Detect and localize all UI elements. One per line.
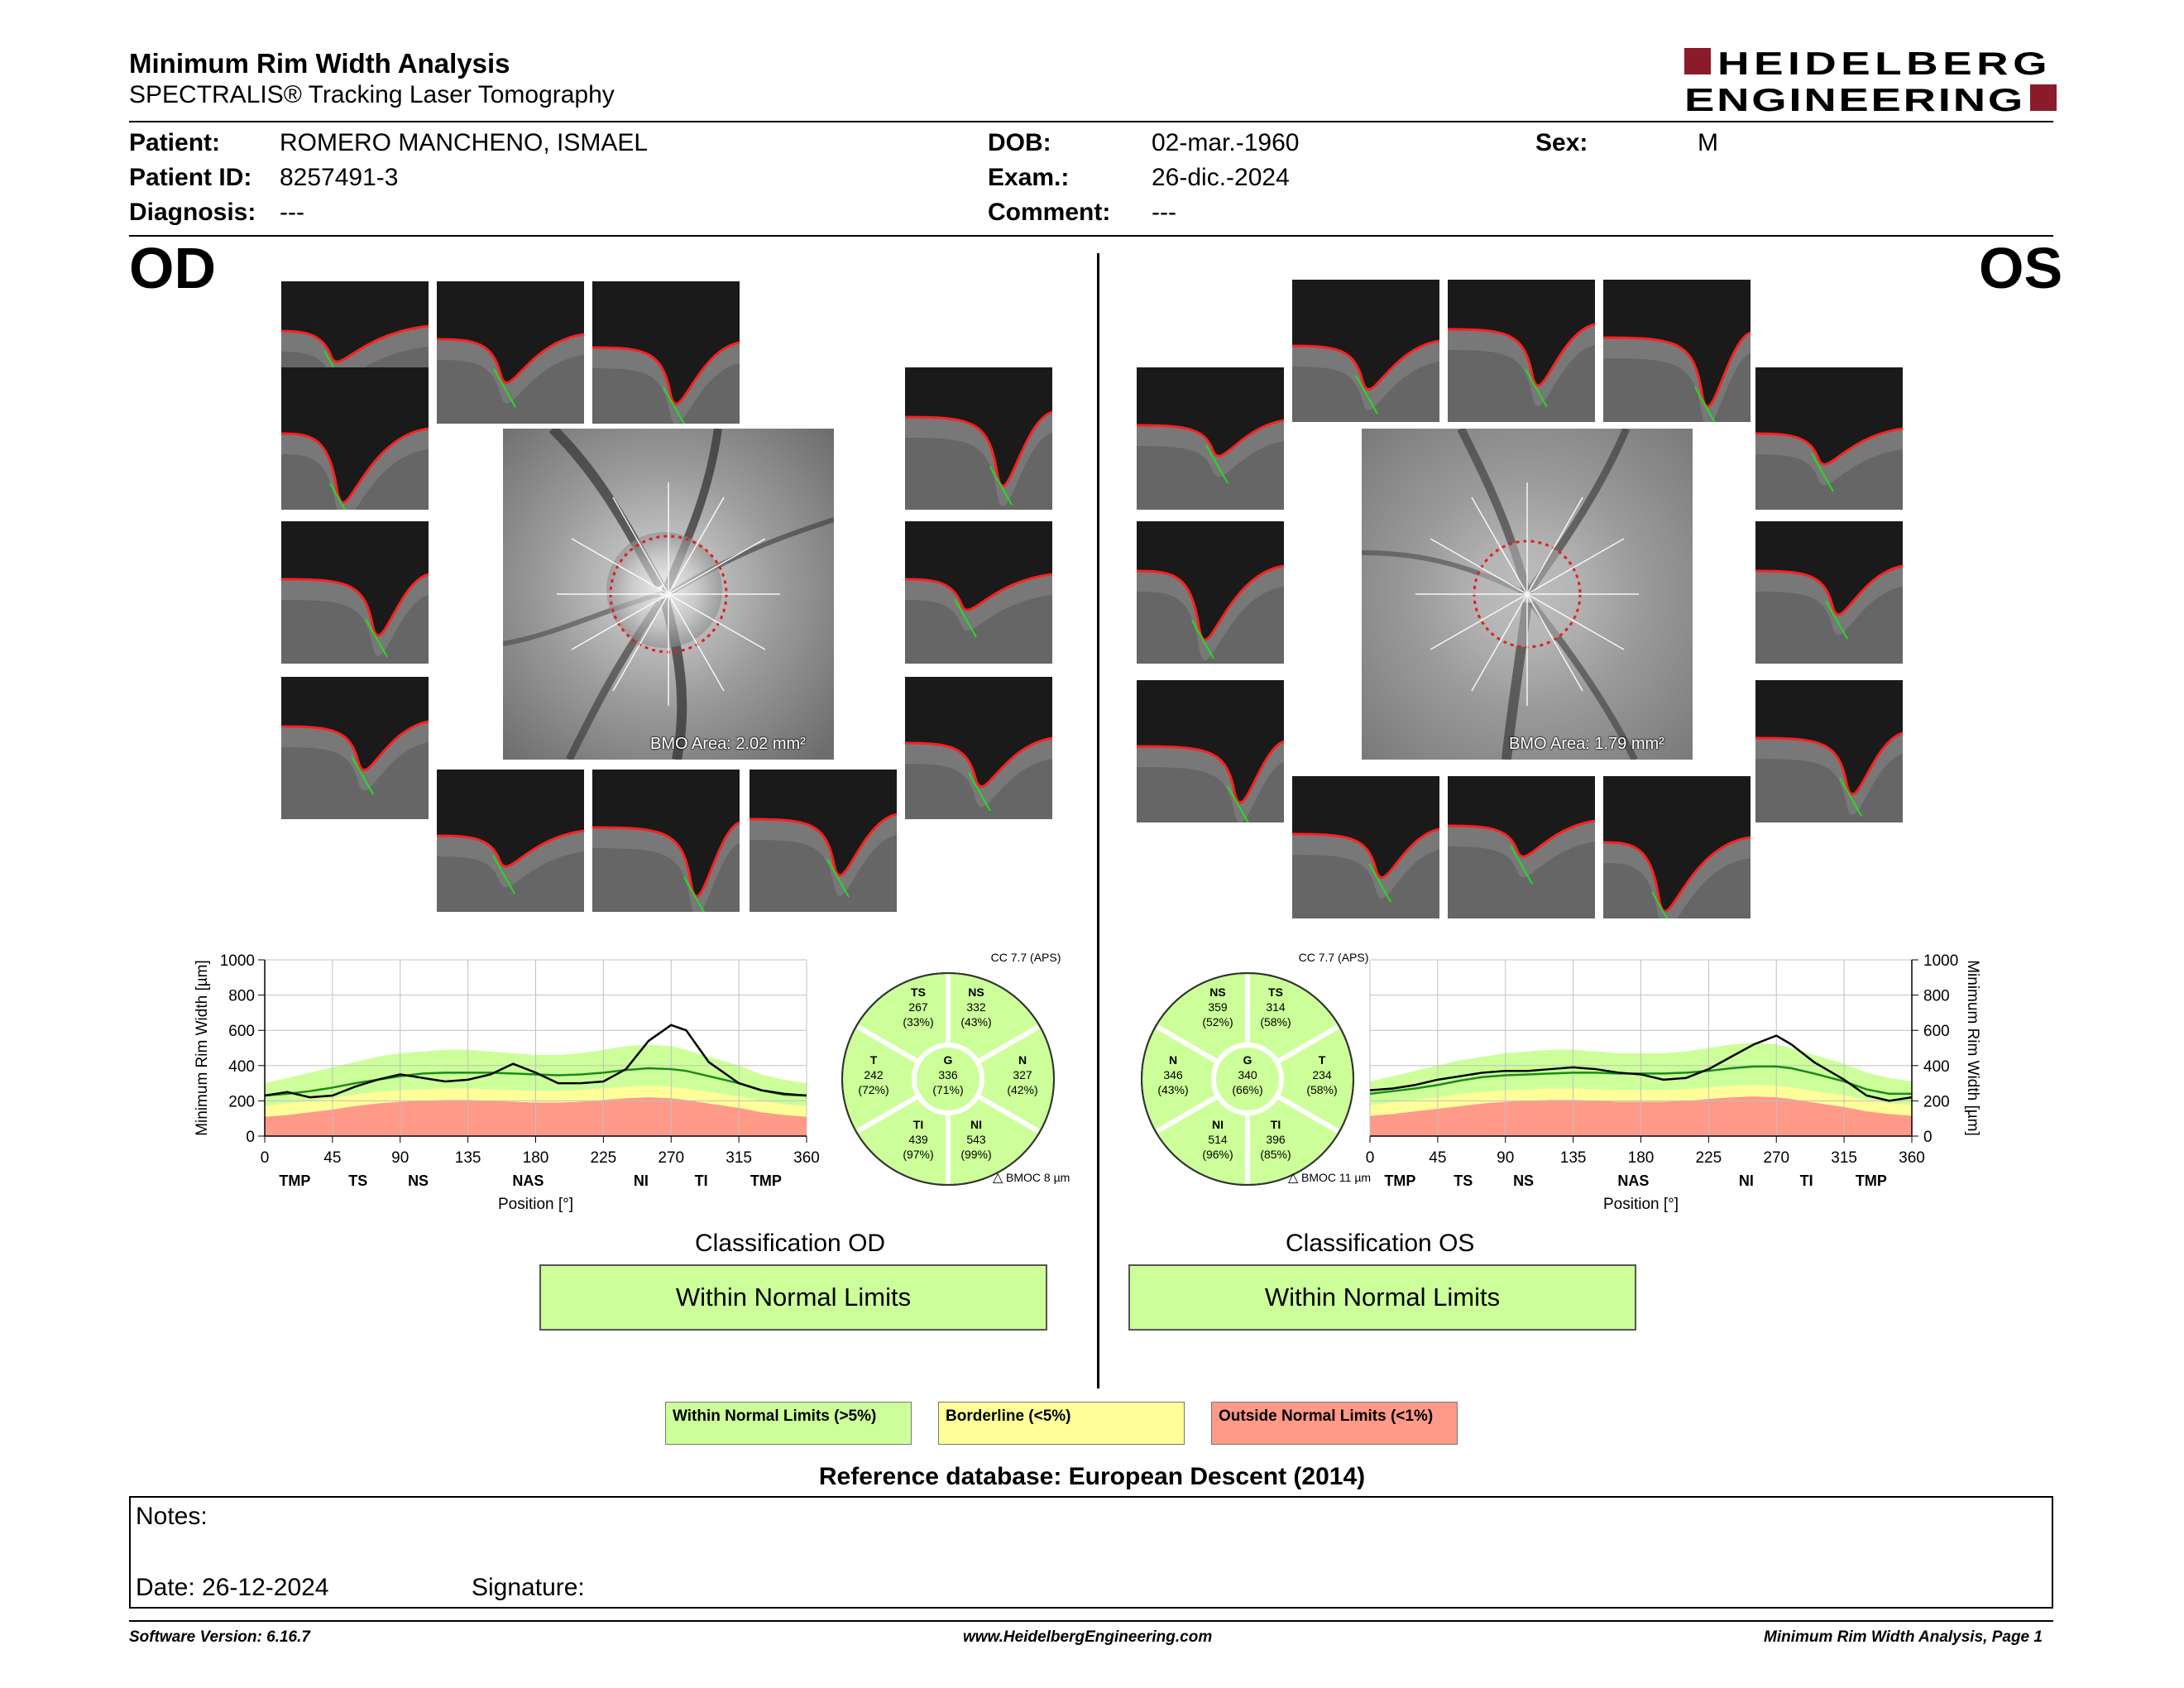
x-tick-label: 45 xyxy=(323,1149,342,1167)
cc-label: CC 7.7 (APS) xyxy=(990,951,1061,964)
heidelberg-logo xyxy=(1684,45,2057,114)
sector-text-ts: TS xyxy=(911,985,926,999)
x-tick-label: 270 xyxy=(1763,1149,1790,1167)
x-axis-title: Position [°] xyxy=(497,1196,574,1213)
oct-bscan-image xyxy=(437,281,584,424)
date-label: Date: 26-12-2024 xyxy=(136,1574,329,1601)
y-axis-title: Minimum Rim Width [µm] xyxy=(1964,960,1981,1136)
oct-bscan-image xyxy=(1448,280,1595,422)
x-tick-label: 135 xyxy=(454,1149,481,1167)
reference-database: Reference database: European Descent (2014) xyxy=(818,1463,1366,1490)
x-tick-label: 0 xyxy=(260,1149,270,1167)
x-tick-label: 180 xyxy=(1627,1149,1655,1167)
sector-axis-label: NI xyxy=(1738,1172,1754,1189)
sector-text-n: N xyxy=(1168,1053,1178,1067)
sector-text-g: G xyxy=(943,1053,953,1067)
bmo-area-os: BMO Area: 1.79 mm² xyxy=(1509,735,1664,753)
x-tick-label: 360 xyxy=(1899,1149,1925,1167)
sector-text-n: 346 xyxy=(1163,1068,1183,1081)
oct-bscan-image xyxy=(1603,280,1751,422)
y-tick-label: 400 xyxy=(228,1057,255,1076)
sector-axis-label: NS xyxy=(1513,1172,1535,1189)
classification-box-od: Within Normal Limits xyxy=(539,1264,1047,1331)
oct-bscan-image xyxy=(1292,776,1439,918)
x-tick-label: 90 xyxy=(1497,1149,1515,1167)
sector-chart-os xyxy=(1135,948,1383,1188)
sector-text-t: 234 xyxy=(1312,1068,1332,1081)
x-tick-label: 270 xyxy=(658,1149,685,1167)
oct-bscan-image xyxy=(1292,280,1439,422)
sector-text-ti: (97%) xyxy=(903,1148,934,1161)
sector-text-t: (72%) xyxy=(858,1083,889,1096)
patient-name: ROMERO MANCHENO, ISMAEL xyxy=(280,129,649,156)
patient-id-label: Patient ID: xyxy=(129,164,252,191)
sex-value: M xyxy=(1698,129,1718,156)
oct-bscan-image xyxy=(1603,776,1751,918)
report-subtitle: SPECTRALIS® Tracking Laser Tomography xyxy=(129,81,615,108)
report-title: Minimum Rim Width Analysis xyxy=(129,48,510,79)
sector-text-ni: (96%) xyxy=(1202,1148,1233,1161)
sector-axis-label: TMP xyxy=(279,1172,311,1189)
oct-bscan-image xyxy=(592,770,740,912)
sector-text-g: 336 xyxy=(938,1068,958,1081)
sector-text-ti: 396 xyxy=(1266,1133,1286,1146)
sector-text-ts: TS xyxy=(1268,985,1283,999)
bmoc-label: BMOC 8 µm xyxy=(1006,1171,1070,1184)
cc-label: CC 7.7 (APS) xyxy=(1298,951,1369,964)
sector-text-ti: TI xyxy=(1270,1118,1281,1131)
sector-axis-label: TMP xyxy=(750,1172,782,1189)
x-tick-label: 225 xyxy=(590,1149,617,1167)
y-tick-label: 200 xyxy=(228,1093,255,1111)
sector-text-n: N xyxy=(1018,1053,1027,1067)
oct-bscan-image xyxy=(281,367,429,510)
sector-text-t: (58%) xyxy=(1306,1083,1338,1096)
classification-title-os: Classification OS xyxy=(1286,1230,1475,1257)
oct-bscan-image xyxy=(1755,367,1903,510)
sector-text-ni: 514 xyxy=(1208,1133,1228,1146)
y-tick-label: 800 xyxy=(228,987,255,1005)
y-tick-label: 0 xyxy=(1923,1129,1933,1146)
sector-text-n: (42%) xyxy=(1007,1083,1038,1096)
sector-text-ns: (43%) xyxy=(960,1015,992,1029)
y-axis-title: Minimum Rim Width [µm] xyxy=(194,960,211,1136)
sector-axis-label: NI xyxy=(633,1172,649,1189)
website: www.HeidelbergEngineering.com xyxy=(963,1628,1213,1646)
comment-label: Comment: xyxy=(988,199,1111,226)
patient-id-value: 8257491-3 xyxy=(280,164,399,191)
oct-bscan-image xyxy=(1137,367,1284,510)
oct-bscan-image xyxy=(1755,521,1903,664)
y-tick-label: 200 xyxy=(1923,1093,1950,1111)
fundus-image-os xyxy=(1362,429,1693,760)
sector-text-n: 327 xyxy=(1013,1068,1032,1081)
bmo-area-od: BMO Area: 2.02 mm² xyxy=(650,735,806,753)
oct-bscan-image xyxy=(592,281,740,424)
sector-chart-od xyxy=(836,948,1084,1188)
eye-label-od: OD xyxy=(129,236,216,300)
sector-axis-label: TS xyxy=(1454,1172,1473,1189)
sector-text-ts: 314 xyxy=(1266,1000,1286,1014)
x-tick-label: 0 xyxy=(1365,1149,1375,1167)
sector-text-ts: (33%) xyxy=(903,1015,934,1029)
x-tick-label: 135 xyxy=(1559,1149,1587,1167)
sector-axis-label: NAS xyxy=(512,1172,544,1189)
dob-value: 02-mar.-1960 xyxy=(1152,129,1300,156)
sector-text-g: (66%) xyxy=(1232,1083,1263,1096)
x-tick-label: 180 xyxy=(522,1149,549,1167)
legend-borderline: Borderline (<5%) xyxy=(938,1402,1185,1445)
sector-text-t: 242 xyxy=(864,1068,884,1081)
y-tick-label: 1000 xyxy=(219,952,255,970)
sector-axis-label: TI xyxy=(694,1172,708,1189)
signature-label: Signature: xyxy=(472,1574,585,1601)
sector-axis-label: NS xyxy=(408,1172,429,1189)
footer-rule xyxy=(129,1620,2053,1622)
header-rule xyxy=(129,121,2053,122)
sector-text-ns: 359 xyxy=(1208,1000,1228,1014)
oct-bscan-image xyxy=(281,677,429,819)
logo-line2: ENGINEERING xyxy=(1684,83,2025,114)
y-tick-label: 1000 xyxy=(1923,952,1959,970)
sector-text-ni: NI xyxy=(970,1118,982,1131)
sector-text-g: 340 xyxy=(1238,1068,1257,1081)
y-tick-label: 0 xyxy=(246,1129,255,1146)
patient-label: Patient: xyxy=(129,129,221,156)
sector-axis-label: TI xyxy=(1799,1172,1813,1189)
logo-line1: HEIDELBERG xyxy=(1717,46,2052,82)
sector-text-ti: 439 xyxy=(908,1133,928,1146)
classification-title-od: Classification OD xyxy=(695,1230,886,1257)
x-tick-label: 225 xyxy=(1695,1149,1722,1167)
delta-icon: △ xyxy=(993,1171,1003,1185)
y-tick-label: 400 xyxy=(1923,1057,1950,1076)
logo-square-bottom xyxy=(2030,84,2057,111)
notes-box xyxy=(129,1496,2053,1609)
oct-bscan-image xyxy=(905,521,1052,664)
sector-text-ts: 267 xyxy=(908,1000,928,1014)
sector-text-t: T xyxy=(1318,1053,1326,1067)
sector-text-g: G xyxy=(1243,1053,1252,1067)
oct-bscan-image xyxy=(750,770,897,912)
legend-outside-normal: Outside Normal Limits (<1%) xyxy=(1211,1402,1458,1445)
sector-text-g: (71%) xyxy=(932,1083,964,1096)
sector-text-ns: 332 xyxy=(966,1000,986,1014)
sector-text-n: (43%) xyxy=(1157,1083,1189,1096)
oct-bscan-image xyxy=(905,677,1052,819)
sector-text-t: T xyxy=(869,1053,878,1067)
exam-label: Exam.: xyxy=(988,164,1070,191)
patient-rule xyxy=(129,235,2053,237)
mrw-chart-od xyxy=(190,952,836,1233)
sector-axis-label: TS xyxy=(348,1172,368,1189)
x-tick-label: 315 xyxy=(726,1149,752,1167)
center-divider xyxy=(1097,253,1099,1388)
oct-bscan-image xyxy=(1755,680,1903,822)
oct-bscan-image xyxy=(1448,776,1595,918)
x-tick-label: 45 xyxy=(1429,1149,1447,1167)
diagnosis-value: --- xyxy=(280,199,304,226)
legend-within-normal: Within Normal Limits (>5%) xyxy=(665,1402,912,1445)
bmoc-label: BMOC 11 µm xyxy=(1301,1171,1372,1184)
y-tick-label: 600 xyxy=(228,1023,255,1041)
sector-text-ns: (52%) xyxy=(1202,1015,1233,1029)
page-label: Minimum Rim Width Analysis, Page 1 xyxy=(1764,1628,2043,1646)
sector-axis-label: TMP xyxy=(1384,1172,1416,1189)
x-axis-title: Position [°] xyxy=(1602,1196,1679,1213)
x-tick-label: 315 xyxy=(1831,1149,1857,1167)
delta-icon: △ xyxy=(1288,1171,1299,1185)
y-tick-label: 800 xyxy=(1923,987,1950,1005)
oct-bscan-image xyxy=(437,770,584,912)
classification-box-os: Within Normal Limits xyxy=(1128,1264,1636,1331)
oct-bscan-image xyxy=(1137,680,1284,822)
fundus-image-od xyxy=(503,429,834,760)
mrw-chart-os xyxy=(1357,952,2002,1233)
sector-axis-label: TMP xyxy=(1855,1172,1887,1189)
software-version: Software Version: 6.16.7 xyxy=(129,1628,310,1646)
logo-square-top xyxy=(1684,48,1711,74)
sector-text-ni: 543 xyxy=(966,1133,986,1146)
diagnosis-label: Diagnosis: xyxy=(129,199,256,226)
comment-value: --- xyxy=(1152,199,1176,226)
sector-text-ti: (85%) xyxy=(1260,1148,1291,1161)
sector-text-ns: NS xyxy=(968,985,984,999)
oct-bscan-image xyxy=(281,521,429,664)
y-tick-label: 600 xyxy=(1923,1023,1950,1041)
sector-text-ti: TI xyxy=(912,1118,924,1131)
exam-value: 26-dic.-2024 xyxy=(1152,164,1290,191)
oct-bscan-image xyxy=(905,367,1052,510)
sector-text-ns: NS xyxy=(1209,985,1226,999)
sector-axis-label: NAS xyxy=(1617,1172,1650,1189)
sex-label: Sex: xyxy=(1535,129,1588,156)
x-tick-label: 360 xyxy=(793,1149,820,1167)
eye-label-os: OS xyxy=(1979,236,2063,300)
oct-bscan-image xyxy=(1137,521,1284,664)
sector-text-ni: (99%) xyxy=(960,1148,992,1161)
sector-text-ts: (58%) xyxy=(1260,1015,1291,1029)
dob-label: DOB: xyxy=(988,129,1051,156)
x-tick-label: 90 xyxy=(391,1149,410,1167)
notes-label: Notes: xyxy=(136,1503,208,1530)
sector-text-ni: NI xyxy=(1212,1118,1224,1131)
